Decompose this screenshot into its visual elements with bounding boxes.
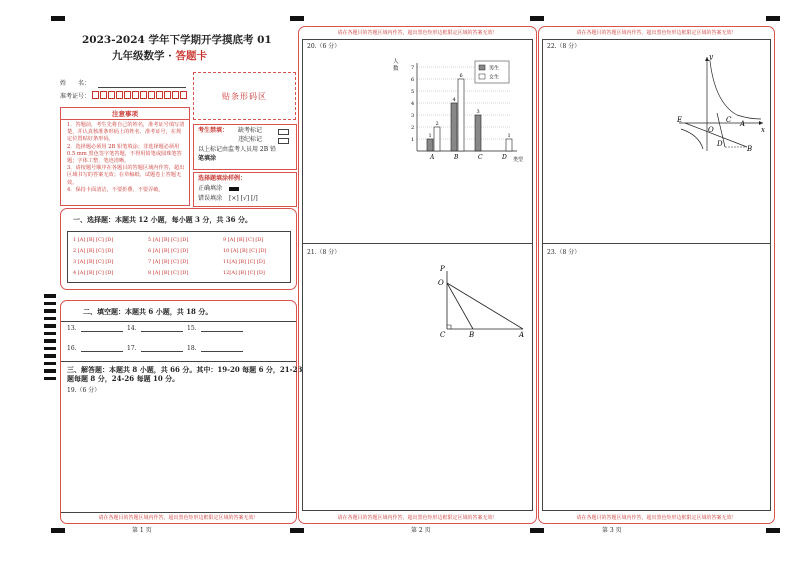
name-label: 姓 名：: [60, 80, 91, 87]
choice-item[interactable]: 7 [A] [B] [C] [D]: [148, 259, 189, 265]
bar-value-label: 3: [476, 109, 480, 115]
notice-box: [60, 107, 190, 206]
timing-mark: [44, 332, 56, 336]
filled-bubble-icon: [229, 187, 239, 191]
barcode-area: [193, 72, 296, 120]
bar-D-女生: [506, 139, 512, 151]
exam-number-cell[interactable]: [132, 91, 139, 99]
y-axis-label: 人: [393, 59, 399, 65]
bar-value-label: 1: [507, 133, 511, 139]
fill-answer-line[interactable]: [201, 351, 243, 352]
x-axis-label: 类型: [513, 157, 524, 163]
notice-item: 2．选择题必须用 2B 铅笔填涂；非选择题必须用 0.5 mm 黑色签字笔答题，不得用铅笔或圆珠笔答题；字体工整、笔迹清晰。: [67, 143, 182, 165]
timing-mark: [290, 528, 304, 533]
exam-number-label: 准考证号：: [60, 93, 91, 100]
point-B: B: [469, 331, 475, 339]
section2-title: 二、填空题：本题共 6 小题，共 18 分。: [83, 307, 213, 316]
notice-title: 注意事项: [61, 108, 189, 120]
status-note-2: 笔填涂: [198, 155, 217, 162]
y-tick-label: 2: [411, 125, 415, 131]
sheet-subtitle: [112, 48, 207, 63]
point-D: D: [717, 140, 723, 148]
choice-item[interactable]: 5 [A] [B] [C] [D]: [148, 237, 189, 243]
timing-mark: [44, 347, 56, 351]
notice-item: 3．请按题号顺序在各题目的答题区域内作答，超出区域书写的答案无效；在草稿纸、试题卷上答题无效。: [67, 165, 185, 186]
bar-value-label: 1: [428, 133, 432, 139]
section3-title: [67, 365, 302, 383]
barcode-area-label: 贴条形码区: [222, 92, 267, 101]
exam-number-cell[interactable]: [148, 91, 155, 99]
timing-mark: [44, 369, 56, 373]
page-number: 第 1 页: [132, 527, 152, 534]
fill-wrong-label: 错误填涂: [198, 195, 223, 202]
exam-number-cell[interactable]: [156, 91, 163, 99]
exam-status-box: [193, 124, 297, 170]
y-tick-label: 6: [411, 77, 415, 83]
x-tick-label: B: [454, 154, 459, 161]
status-absent-label: 缺考标记: [238, 127, 263, 134]
axis-x: x: [761, 126, 765, 134]
axis-y: y: [709, 53, 713, 61]
choice-item[interactable]: 9 [A] [B] [C] [D]: [223, 237, 264, 243]
choice-item[interactable]: 2 [A] [B] [C] [D]: [73, 248, 114, 254]
status-cheat-label: 违纪标记: [238, 136, 263, 143]
fill-item-label: 15.: [187, 325, 197, 332]
exam-number-cell[interactable]: [140, 91, 147, 99]
q22-q23-divider: [542, 243, 771, 244]
warning-text: 请在各题目的答题区域内作答，超出黑色矩形边框限定区域的答案无效！: [576, 30, 737, 36]
q20-label: 20.（6 分）: [307, 43, 341, 50]
fill-item-label: 13.: [67, 325, 77, 332]
q19-label: 19.（6 分）: [67, 387, 101, 394]
point-E: E: [677, 116, 683, 124]
choice-item[interactable]: 11[A] [B] [C] [D]: [223, 259, 265, 265]
status-note: 以上标记由监考人员用 2B 铅: [198, 146, 277, 153]
fill-correct-label: 正确填涂: [198, 185, 223, 192]
choice-item[interactable]: 10 [A] [B] [C] [D]: [223, 248, 267, 254]
q20-q21-divider: [302, 243, 533, 244]
timing-mark: [44, 354, 56, 358]
bar-B-男生: [451, 103, 457, 151]
timing-mark: [51, 16, 65, 21]
x-tick-label: C: [478, 154, 483, 161]
timing-mark: [530, 16, 544, 21]
bar-B-女生: [458, 79, 464, 151]
notice-list: [61, 120, 189, 194]
point-O: O: [438, 279, 444, 287]
subject-label: 九年级数学 ·: [112, 50, 176, 62]
page-number: 第 2 页: [411, 527, 431, 534]
bar-A-男生: [427, 139, 433, 151]
x-tick-label: A: [430, 154, 435, 161]
section2-box: [60, 300, 303, 524]
exam-number-cell[interactable]: [100, 91, 107, 99]
q21-label: 21.（8 分）: [307, 249, 341, 256]
y-tick-label: 4: [411, 101, 415, 107]
point-C: C: [440, 331, 446, 339]
timing-mark: [530, 528, 544, 533]
fill-example-title: 选择题填涂样例：: [198, 175, 247, 182]
section-bottom-divider: [61, 512, 296, 513]
point-C: C: [726, 116, 732, 124]
name-field[interactable]: [98, 87, 186, 88]
timing-mark: [766, 16, 780, 21]
fill-answer-line[interactable]: [141, 351, 183, 352]
y-axis-label: 数: [393, 66, 399, 72]
timing-mark: [766, 528, 780, 533]
timing-mark: [51, 528, 65, 533]
section3-divider: [61, 361, 296, 362]
fill-item-label: 17.: [127, 345, 137, 352]
function-graph: [677, 53, 767, 153]
fill-item-label: 18.: [187, 345, 197, 352]
warning-text: 请在各题目的答题区域内作答，超出黑色矩形边框限定区域的答案无效！: [576, 515, 737, 521]
notice-item: 1．答题前，考生先将自己的姓名，准考证号填写清楚，并认真核准条形码上的姓名、准考证号，在规定位置贴好条形码。: [67, 122, 185, 143]
warning-text: 请在各题目的答题区域内作答，超出黑色矩形边框限定区域的答案无效！: [337, 30, 498, 36]
fill-answer-line[interactable]: [81, 351, 123, 352]
y-tick-label: 3: [411, 113, 415, 119]
choice-item[interactable]: 4 [A] [B] [C] [D]: [73, 270, 114, 276]
bar-chart: [389, 55, 539, 165]
choice-item[interactable]: 6 [A] [B] [C] [D]: [148, 248, 189, 254]
warning-text: 请在各题目的答题区域内作答，超出黑色矩形边框限定区域的答案无效！: [98, 515, 259, 521]
triangle-figure: [435, 263, 531, 339]
page2-answer-box: [298, 26, 537, 524]
point-A: A: [740, 120, 746, 128]
y-tick-label: 5: [411, 89, 415, 95]
warning-text: 请在各题目的答题区域内作答，超出黑色矩形边框限定区域的答案无效！: [337, 515, 498, 521]
bar-A-女生: [434, 127, 440, 151]
legend-label: 男生: [489, 65, 500, 72]
exam-number-boxes[interactable]: [92, 91, 188, 99]
status-title: 考生禁填：: [198, 127, 229, 134]
cheat-checkbox[interactable]: [278, 138, 289, 144]
q23-label: 23.（8 分）: [547, 249, 581, 256]
fill-wrong-marks: [×] [√] [/]: [229, 195, 258, 202]
timing-mark: [44, 377, 56, 381]
fill-example-box: [193, 172, 297, 207]
exam-number-cell[interactable]: [124, 91, 131, 99]
timing-mark: [44, 309, 56, 313]
section1-title: 一、选择题：本题共 12 小题，每小题 3 分，共 36 分。: [73, 215, 252, 224]
page3-answer-box: [538, 26, 775, 524]
absent-checkbox[interactable]: [278, 129, 289, 135]
section3-title-line1: 三、解答题：本题共 8 小题，共 66 分。其中：19-20 每题 6 分，21-23: [67, 365, 303, 374]
timing-mark: [44, 302, 56, 306]
point-P: P: [440, 265, 445, 273]
section1-box: [60, 208, 297, 290]
legend-swatch: [479, 65, 485, 70]
exam-number-cell[interactable]: [116, 91, 123, 99]
point-O: O: [708, 126, 714, 134]
bar-value-label: 6: [459, 73, 463, 79]
choice-item[interactable]: 3 [A] [B] [C] [D]: [73, 259, 114, 265]
q19-answer-area[interactable]: [61, 396, 296, 505]
bar-value-label: 2: [435, 121, 439, 127]
fill-item-label: 16.: [67, 345, 77, 352]
timing-mark: [44, 294, 56, 298]
choice-item[interactable]: 1 [A] [B] [C] [D]: [73, 237, 114, 243]
timing-mark: [290, 16, 304, 21]
fill-answer-line[interactable]: [141, 331, 183, 332]
page-number: 第 3 页: [602, 527, 622, 534]
choice-item[interactable]: 12[A] [B] [C] [D]: [223, 270, 265, 276]
fill-answer-line[interactable]: [201, 331, 243, 332]
point-B: B: [747, 145, 753, 153]
bar-C-男生: [475, 115, 481, 151]
section2-divider: [61, 321, 296, 322]
notice-item: 4．保持卡面清洁，不要折叠、不要弄破。: [67, 186, 164, 193]
y-tick-label: 1: [411, 137, 415, 143]
timing-mark: [44, 362, 56, 366]
exam-number-cell[interactable]: [180, 91, 187, 99]
answer-card-label: 答题卡: [175, 50, 207, 62]
fill-answer-line[interactable]: [81, 331, 123, 332]
exam-number-cell[interactable]: [172, 91, 179, 99]
bar-value-label: 4: [452, 97, 456, 103]
exam-number-cell[interactable]: [92, 91, 99, 99]
legend-swatch: [479, 74, 485, 79]
choice-item[interactable]: 8 [A] [B] [C] [D]: [148, 270, 189, 276]
fill-item-label: 14.: [127, 325, 137, 332]
sheet-title: 2023-2024 学年下学期开学摸底考 01: [82, 34, 272, 46]
x-tick-label: D: [502, 154, 507, 161]
timing-mark: [44, 324, 56, 328]
legend-label: 女生: [489, 74, 500, 81]
exam-number-cell[interactable]: [164, 91, 171, 99]
point-A: A: [519, 331, 525, 339]
exam-number-cell[interactable]: [108, 91, 115, 99]
q22-label: 22.（8 分）: [547, 43, 581, 50]
timing-mark: [44, 339, 56, 343]
section3-title-line2: 题每题 8 分，24-26 每题 10 分。: [67, 374, 180, 383]
timing-mark: [44, 317, 56, 321]
choice-grid: [67, 231, 291, 283]
y-tick-label: 7: [411, 65, 415, 71]
